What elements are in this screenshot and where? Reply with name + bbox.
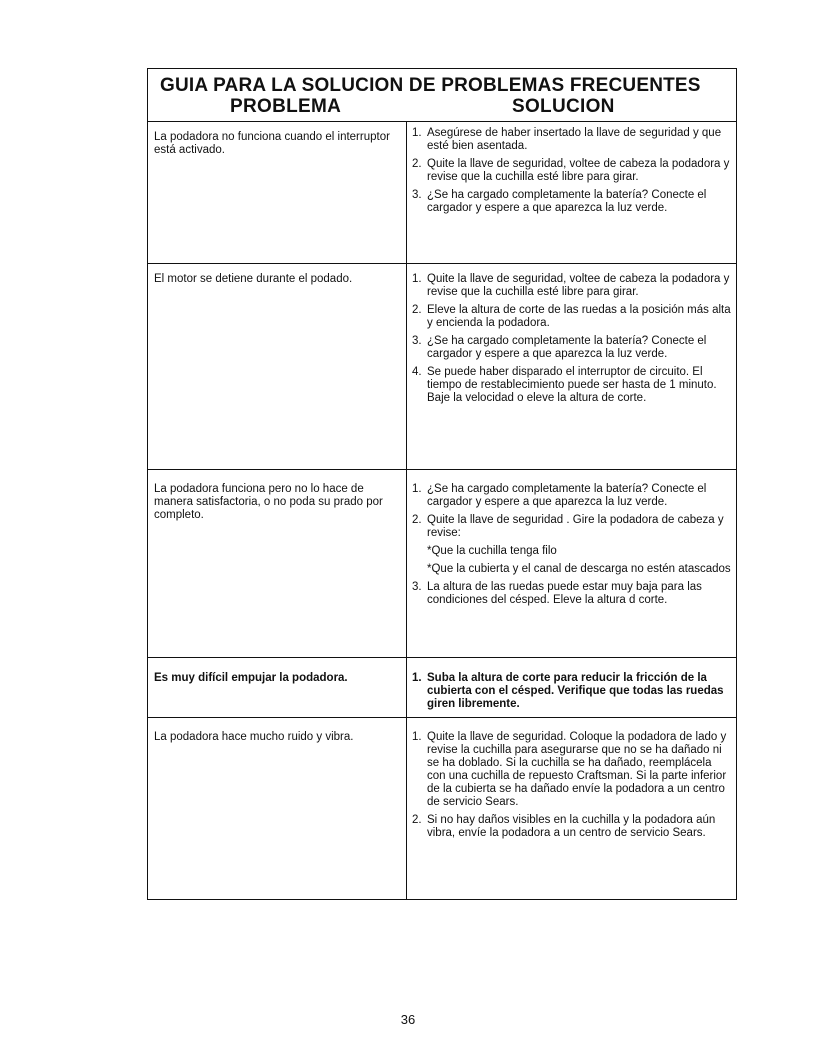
problem-column-header: PROBLEMA bbox=[230, 96, 342, 117]
solution-number: 3. bbox=[412, 189, 422, 201]
solution-text: Quite la llave de seguridad. Coloque la podadora de lado y revise la cuchilla para asegurarse que no se ha dañado ni se ha doblado. Si la cuchilla se ha dañado, reemplácela con una cuchilla de repuesto Craftsman. Si la parte inferior de la cubierta se ha dañado envíe la podadora a un centro de servicio Sears. bbox=[427, 731, 727, 808]
solution-subitem: *Que la cubierta y el canal de descarga no estén atascados bbox=[427, 563, 731, 575]
solution-number: 3. bbox=[412, 581, 422, 593]
row-separator bbox=[148, 657, 736, 658]
solution-column-header: SOLUCION bbox=[512, 96, 615, 117]
solution-text: ¿Se ha cargado completamente la batería? Conecte el cargador y espere a que aparezca la luz verde. bbox=[427, 189, 707, 214]
solution-text: Asegúrese de haber insertado la llave de seguridad y que esté bien asentada. bbox=[427, 127, 722, 152]
solution-text: Suba la altura de corte para reducir la fricción de la cubierta con el césped. Verifique que todas las ruedas giren libremente. bbox=[427, 672, 724, 710]
solution-number: 2. bbox=[412, 514, 422, 526]
solution-item bbox=[412, 335, 732, 361]
solution-list bbox=[412, 127, 732, 220]
problem-cell: El motor se detiene durante el podado. bbox=[154, 273, 353, 285]
solution-number: 1. bbox=[412, 273, 422, 285]
solution-number: 1. bbox=[412, 483, 422, 495]
problem-cell: Es muy difícil empujar la podadora. bbox=[154, 672, 348, 684]
solution-list bbox=[412, 273, 732, 410]
solution-item bbox=[412, 273, 732, 299]
solution-text: Se puede haber disparado el interruptor de circuito. El tiempo de restablecimiento puede ser hasta de 1 minuto. Baje la velocidad o eleve la altura de corte. bbox=[427, 366, 717, 404]
solution-text: La altura de las ruedas puede estar muy baja para las condiciones del césped. Eleve la altura d corte. bbox=[427, 581, 702, 606]
troubleshooting-table bbox=[147, 68, 737, 900]
solution-item bbox=[412, 581, 732, 607]
solution-number: 1. bbox=[412, 731, 422, 743]
solution-text: Quite la llave de seguridad, voltee de cabeza la podadora y revise que la cuchilla esté libre para girar. bbox=[427, 158, 730, 183]
solution-list bbox=[412, 731, 732, 845]
solution-subitem: *Que la cuchilla tenga filo bbox=[427, 545, 557, 557]
page-title: GUIA PARA LA SOLUCION DE PROBLEMAS FRECUENTES bbox=[160, 75, 701, 96]
solution-number: 1. bbox=[412, 127, 422, 139]
solution-text: ¿Se ha cargado completamente la batería? Conecte el cargador y espere a que aparezca la luz verde. bbox=[427, 483, 707, 508]
solution-item bbox=[412, 731, 732, 809]
solution-number: 2. bbox=[412, 158, 422, 170]
solution-item bbox=[412, 814, 732, 840]
problem-cell: La podadora hace mucho ruido y vibra. bbox=[154, 731, 354, 743]
solution-text: Si no hay daños visibles en la cuchilla y la podadora aún vibra, envíe la podadora a un centro de servicio Sears. bbox=[427, 814, 716, 839]
solution-item bbox=[412, 158, 732, 184]
solution-text: Eleve la altura de corte de las ruedas a la posición más alta y encienda la podadora. bbox=[427, 304, 731, 329]
row-separator bbox=[148, 469, 736, 470]
solution-list bbox=[412, 483, 732, 612]
row-separator bbox=[148, 717, 736, 718]
solution-item bbox=[412, 672, 732, 711]
solution-item bbox=[412, 304, 732, 330]
solution-item bbox=[412, 366, 732, 405]
problem-cell: La podadora no funciona cuando el interruptor está activado. bbox=[154, 131, 390, 156]
solution-text: Quite la llave de seguridad . Gire la podadora de cabeza y revise: bbox=[427, 514, 724, 539]
solution-number: 1. bbox=[412, 672, 422, 684]
solution-item bbox=[412, 127, 732, 153]
column-divider bbox=[406, 121, 407, 899]
solution-number: 2. bbox=[412, 304, 422, 316]
solution-number: 3. bbox=[412, 335, 422, 347]
page-number: 36 bbox=[400, 1012, 416, 1027]
solution-number: 2. bbox=[412, 814, 422, 826]
solution-list bbox=[412, 672, 732, 716]
row-separator bbox=[148, 263, 736, 264]
solution-text: ¿Se ha cargado completamente la batería? Conecte el cargador y espere a que aparezca la luz verde. bbox=[427, 335, 707, 360]
problem-cell: La podadora funciona pero no lo hace de manera satisfactoria, o no poda su prado por completo. bbox=[154, 483, 383, 521]
solution-number: 4. bbox=[412, 366, 422, 378]
solution-item bbox=[412, 483, 732, 509]
table-header bbox=[148, 69, 736, 122]
solution-text: Quite la llave de seguridad, voltee de cabeza la podadora y revise que la cuchilla esté libre para girar. bbox=[427, 273, 730, 298]
solution-item bbox=[412, 514, 732, 576]
solution-item bbox=[412, 189, 732, 215]
